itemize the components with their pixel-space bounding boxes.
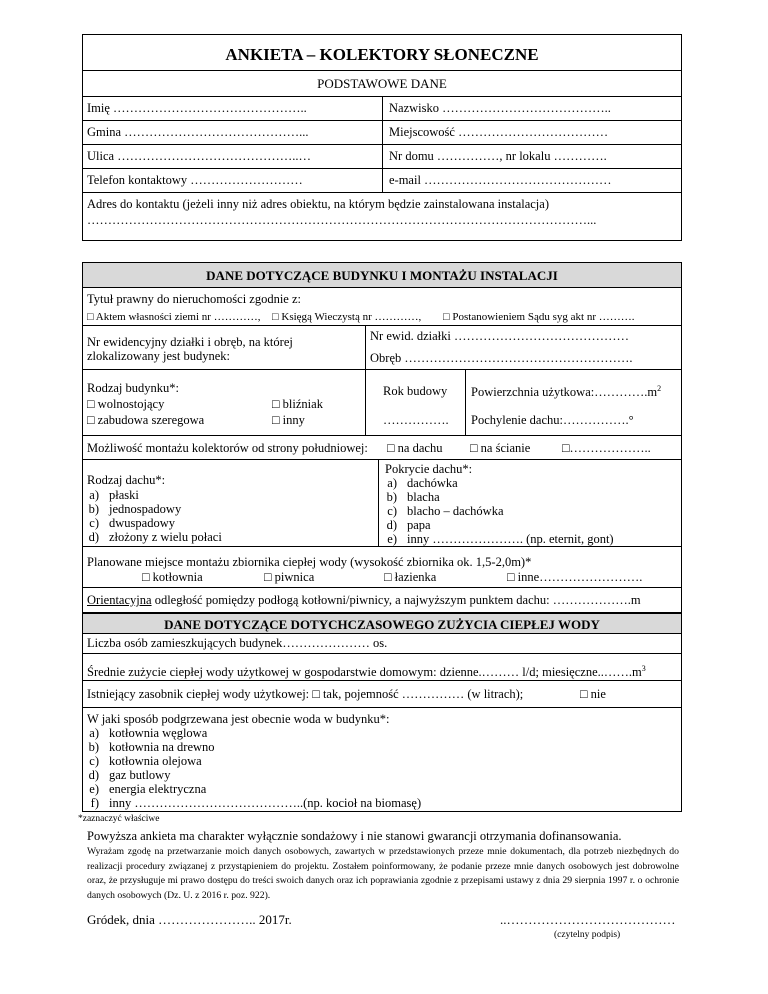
roof-pitch-field[interactable]: Pochylenie dachu:…………….° bbox=[471, 413, 634, 427]
water-consumption-unit-exponent: 3 bbox=[641, 664, 646, 673]
signature-label: (czytelny podpis) bbox=[554, 930, 621, 940]
roof-cover-item[interactable] bbox=[385, 518, 614, 532]
roof-cover-item-label: papa bbox=[407, 518, 431, 532]
house-number-field[interactable]: Nr domu ……………, nr lokalu …………. bbox=[389, 149, 607, 163]
usable-area-unit-exponent: 2 bbox=[657, 384, 662, 393]
basic-data-header: PODSTAWOWE DANE bbox=[317, 76, 447, 91]
contact-address-label: Adres do kontaktu (jeżeli inny niż adres obiektu, na którym będzie zainstalowana instalacja) bbox=[87, 197, 549, 211]
tank-option-basement[interactable]: □ piwnica bbox=[264, 570, 315, 584]
roof-cover-item-label: blacho – dachówka bbox=[407, 504, 504, 518]
roof-cover-item-marker: a) bbox=[387, 476, 397, 490]
building-type-semi-detached[interactable]: □ bliźniak bbox=[272, 397, 323, 411]
street-field[interactable]: Ulica ……………………………………..… bbox=[87, 149, 311, 163]
residents-count-field[interactable]: Liczba osób zamieszkujących budynek………………… os. bbox=[87, 636, 388, 650]
roof-cover-item-marker: e) bbox=[387, 532, 397, 546]
heating-method-item[interactable] bbox=[87, 796, 421, 810]
plot-number-label-2: zlokalizowany jest budynek: bbox=[87, 349, 231, 363]
water-tank-field[interactable]: Istniejący zasobnik ciepłej wody użytkowej: □ tak, pojemność …………… (w litrach); bbox=[87, 687, 524, 701]
usable-area-text: Powierzchnia użytkowa:………….m bbox=[471, 385, 658, 400]
mounting-label: Możliwość montażu kolektorów od strony południowej: bbox=[87, 441, 368, 455]
heating-method-item[interactable] bbox=[87, 768, 421, 782]
legal-option-land-register[interactable]: □ Księgą Wieczystą nr …………, bbox=[272, 311, 422, 323]
roof-type-item[interactable] bbox=[87, 530, 222, 544]
roof-type-item-label: płaski bbox=[109, 488, 139, 502]
heating-method-list bbox=[87, 726, 421, 810]
roof-cover-item-label: dachówka bbox=[407, 476, 458, 490]
heating-method-item-marker: c) bbox=[89, 754, 99, 768]
heating-method-item-marker: b) bbox=[88, 740, 99, 754]
roof-type-item[interactable] bbox=[87, 516, 222, 530]
distance-text: odległość pomiędzy podłogą kotłowni/piwnicy, a najwyższym punktem dachu: ……………….m bbox=[151, 593, 641, 607]
first-name-field[interactable]: Imię ……………………………………….. bbox=[87, 101, 307, 115]
roof-type-item-label: dwuspadowy bbox=[109, 516, 175, 530]
roof-cover-item-label: inny …………………. (np. eternit, gont) bbox=[407, 532, 614, 546]
mounting-option-roof[interactable]: □ na dachu bbox=[387, 441, 443, 455]
building-type-other[interactable]: □ inny bbox=[272, 413, 305, 427]
building-type-terraced[interactable]: □ zabudowa szeregowa bbox=[87, 413, 205, 427]
distance-underlined-word: Orientacyjna bbox=[87, 593, 152, 607]
signature-line[interactable]: ..………………………………… bbox=[500, 912, 676, 927]
water-header: DANE DOTYCZĄCE DOTYCHCZASOWEGO ZUŻYCIA CIEPŁEJ WODY bbox=[164, 617, 600, 632]
mounting-option-wall[interactable]: □ na ścianie bbox=[470, 441, 531, 455]
heating-method-item-marker: a) bbox=[89, 726, 99, 740]
heating-method-item-label: kotłownia węglowa bbox=[109, 726, 208, 740]
roof-cover-item[interactable] bbox=[385, 504, 614, 518]
roof-cover-item-label: blacha bbox=[407, 490, 440, 504]
build-year-label: Rok budowy bbox=[383, 384, 448, 398]
roof-cover-item-marker: c) bbox=[387, 504, 397, 518]
precinct-field[interactable]: Obręb ………………………………………………. bbox=[370, 351, 633, 365]
heating-method-item[interactable] bbox=[87, 726, 421, 740]
plot-number-label-1: Nr ewidencyjny działki i obręb, na której bbox=[87, 335, 293, 349]
last-name-field[interactable]: Nazwisko ………………………………….. bbox=[389, 101, 611, 115]
heating-method-item-marker: d) bbox=[88, 768, 99, 782]
plot-number-field[interactable]: Nr ewid. działki …………………………………… bbox=[370, 329, 630, 343]
phone-field[interactable]: Telefon kontaktowy ……………………… bbox=[87, 173, 303, 187]
disclaimer: Powyższa ankieta ma charakter wyłącznie sondażowy i nie stanowi gwarancji otrzymania dofinansowania. bbox=[87, 829, 622, 843]
roof-type-item[interactable] bbox=[87, 488, 222, 502]
tank-option-other[interactable]: □ inne……………………. bbox=[507, 570, 643, 584]
heating-method-item-marker: f) bbox=[90, 796, 99, 810]
heating-method-item[interactable] bbox=[87, 754, 421, 768]
heating-method-item-label: inny …………………………………..(np. kocioł na biomasę) bbox=[109, 796, 422, 810]
heating-method-item-marker: e) bbox=[89, 782, 99, 796]
roof-type-list bbox=[87, 488, 222, 544]
email-field[interactable]: e-mail ……………………………………… bbox=[389, 173, 612, 187]
tank-option-bathroom[interactable]: □ łazienka bbox=[384, 570, 437, 584]
consent-text: Wyrażam zgodę na przetwarzanie moich danych osobowych, zawartych w przedstawionych przeze mnie dokumentach, dla potrzeb niezbędnych do realizacji procedury związanej z przystąpieniem do projektu. Zostałem poinformowany, że podanie przeze mnie danych osobowych jest dobrowolne oraz, że przysługuje mi prawo dostępu do treści swoich danych oraz ich poprawiania zgodnie z przepisami ustawy z dnia 29 sierpnia 1997 r. o ochronie danych osobowych (Dz. U. z 2016 r. poz. 922). bbox=[87, 846, 679, 901]
roof-type-item-marker: d) bbox=[88, 530, 99, 544]
roof-cover-item[interactable] bbox=[385, 476, 614, 490]
heating-method-item-label: kotłownia olejowa bbox=[109, 754, 202, 768]
roof-type-item-marker: b) bbox=[88, 502, 99, 516]
heating-method-item-label: energia elektryczna bbox=[109, 782, 207, 796]
heating-method-item-label: kotłownia na drewno bbox=[109, 740, 215, 754]
water-consumption-field[interactable] bbox=[87, 661, 646, 680]
building-header: DANE DOTYCZĄCE BUDYNKU I MONTAŻU INSTALACJI bbox=[206, 268, 558, 283]
roof-type-item-label: złożony z wielu połaci bbox=[109, 530, 222, 544]
heating-method-item[interactable] bbox=[87, 740, 421, 754]
mounting-option-other[interactable]: □……………….. bbox=[562, 441, 651, 455]
roof-type-item[interactable] bbox=[87, 502, 222, 516]
heating-method-label: W jaki sposób podgrzewana jest obecnie woda w budynku*: bbox=[87, 712, 390, 726]
build-year-field[interactable]: ……………. bbox=[383, 413, 449, 427]
roof-cover-list bbox=[385, 476, 614, 546]
roof-type-label: Rodzaj dachu*: bbox=[87, 473, 166, 487]
distance-field[interactable] bbox=[87, 593, 641, 608]
place-date-field[interactable]: Gródek, dnia ………………….. 2017r. bbox=[87, 912, 292, 927]
roof-type-item-marker: a) bbox=[89, 488, 99, 502]
footnote: *zaznaczyć właściwe bbox=[78, 814, 160, 824]
roof-cover-item[interactable] bbox=[385, 490, 614, 504]
usable-area-field[interactable] bbox=[471, 381, 661, 400]
roof-type-item-label: jednospadowy bbox=[109, 502, 182, 516]
water-consumption-text: Średnie zużycie ciepłej wody użytkowej w gospodarstwie domowym: dzienne.……… l/d; miesięczne..…….m bbox=[87, 665, 642, 680]
roof-cover-item-marker: b) bbox=[386, 490, 397, 504]
commune-field[interactable]: Gmina ……………………………………... bbox=[87, 125, 309, 139]
roof-cover-item[interactable] bbox=[385, 532, 614, 546]
contact-address-field[interactable]: …………………………………………………………………………………………………………... bbox=[87, 213, 597, 227]
roof-cover-label: Pokrycie dachu*: bbox=[385, 462, 473, 476]
form-title: ANKIETA – KOLEKTORY SŁONECZNE bbox=[225, 45, 539, 64]
heating-method-item[interactable] bbox=[87, 782, 421, 796]
tank-location-label: Planowane miejsce montażu zbiornika ciepłej wody (wysokość zbiornika ok. 1,5-2,0m)* bbox=[87, 555, 532, 569]
roof-cover-item-marker: d) bbox=[386, 518, 397, 532]
legal-option-land-deed[interactable]: □ Aktem własności ziemi nr …………, bbox=[87, 311, 261, 323]
building-type-detached[interactable]: □ wolnostojący bbox=[87, 397, 165, 411]
water-tank-no-option[interactable]: □ nie bbox=[580, 687, 606, 701]
legal-title-label: Tytuł prawny do nieruchomości zgodnie z: bbox=[87, 292, 302, 306]
town-field[interactable]: Miejscowość ……………………………… bbox=[389, 125, 609, 139]
tank-option-boiler-room[interactable]: □ kotłownia bbox=[142, 570, 203, 584]
roof-type-item-marker: c) bbox=[89, 516, 99, 530]
heating-method-item-label: gaz butlowy bbox=[109, 768, 171, 782]
building-type-label: Rodzaj budynku*: bbox=[87, 381, 180, 395]
legal-option-court-decision[interactable]: □ Postanowieniem Sądu syg akt nr ………. bbox=[443, 311, 635, 323]
